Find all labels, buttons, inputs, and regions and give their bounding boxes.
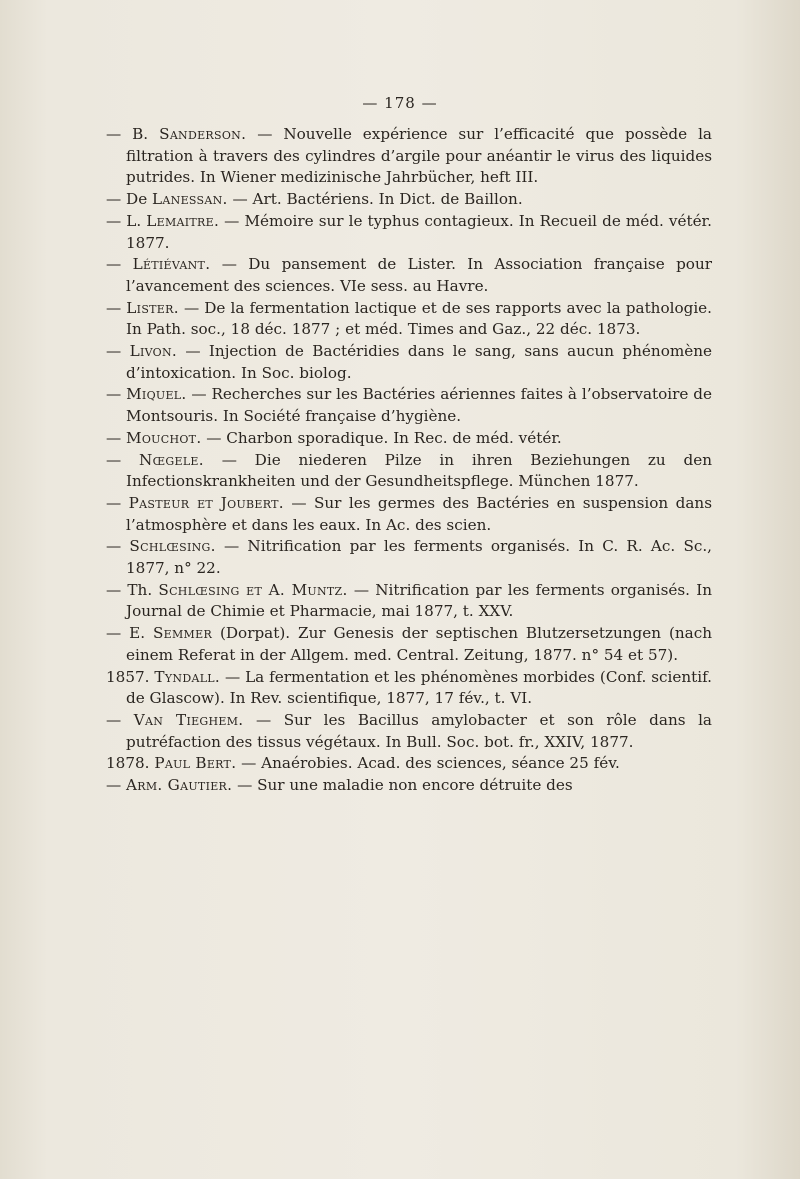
entry-author: Livon. <box>129 342 178 361</box>
entry-text: — De la fermentation lactique et de ses rapports avec la pathologie. In Path. soc., 18 déc. 1877 ; et méd. Times and Gaz., 22 déc. 1873. <box>126 298 713 339</box>
entry-author: Létiévant. <box>132 255 211 274</box>
page-number: — 178 — <box>362 94 438 112</box>
entry-text: — Sur les Bacillus amylobacter et son rôle dans la putréfaction des tissus végétaux. In Bull. Soc. bot. fr., XXIV, 1877. <box>126 710 712 751</box>
bibliography-entry <box>106 384 712 427</box>
entry-text: — Art. Bactériens. In Dict. de Baillon. <box>227 190 523 209</box>
bibliography-entry <box>106 623 712 666</box>
entry-lead: 1857. <box>106 667 155 686</box>
entry-text: — Injection de Bactéridies dans le sang, sans aucun phénomène d’intoxication. In Soc. biolog. <box>126 342 713 382</box>
bibliography-entry <box>106 211 712 254</box>
entry-author: Schlœsing. <box>129 537 216 556</box>
bibliography-entry <box>106 341 712 384</box>
entry-text: — Mémoire sur le typhus contagieux. In Recueil de méd. vétér. 1877. <box>126 211 712 252</box>
bibliography-entry <box>106 450 712 493</box>
entry-author: Pasteur et Joubert. <box>128 493 284 512</box>
bibliography-list <box>106 124 712 797</box>
entry-text: — Nitrification par les ferments organisés. In Journal de Chimie et Pharmacie, mai 1877, t. XXV. <box>126 580 712 621</box>
entry-lead: — <box>106 776 127 795</box>
entry-lead: — <box>106 385 127 404</box>
entry-lead: — <box>106 342 130 361</box>
entry-author: Semmer <box>152 624 213 643</box>
bibliography-entry <box>106 775 712 797</box>
bibliography-entry <box>106 753 712 775</box>
entry-author: Van Tieghem. <box>133 710 244 729</box>
entry-author: Lemaitre. <box>146 211 220 230</box>
entry-lead: — B. <box>106 125 160 143</box>
entry-text: (Dorpat). Zur Genesis der septischen Blutzersetzungen (nach einem Referat in der Allgem. med. Central. Zeitung, 1877. n° 54 et 57). <box>126 624 712 664</box>
entry-text: — Nouvelle expérience sur l’efficacité que possède la filtration à travers des cylindres d’argile pour anéantir le virus des liquides putrides. In Wiener medizinische Jahrbücher, heft III. <box>126 125 712 187</box>
entry-lead: — De <box>106 190 153 209</box>
entry-text: — Sur les germes des Bactéries en suspension dans l’atmosphère et dans les eaux. In Ac. des scien. <box>126 493 712 534</box>
entry-author: Arm. Gautier. <box>126 776 233 795</box>
bibliography-entry <box>106 710 712 753</box>
bibliography-entry <box>106 254 712 297</box>
bibliography-entry <box>106 580 712 623</box>
entry-text: — Die niederen Pilze in ihren Beziehungen zu den Infectionskrankheiten und der Gesundheitspflege. München 1877. <box>126 450 712 491</box>
entry-text: — Nitrification par les ferments organisés. In C. R. Ac. Sc., 1877, n° 22. <box>126 537 713 578</box>
bibliography-entry <box>106 493 712 536</box>
entry-lead: — <box>106 493 129 512</box>
entry-lead: — <box>106 298 127 317</box>
entry-author: Nœgele. <box>139 450 204 469</box>
entry-text: — La fermentation et les phénomènes morbides (Conf. scientif. de Glascow). In Rev. scientifique, 1877, 17 fév., t. VI. <box>126 667 712 708</box>
entry-text: — Du pansement de Lister. In Association française pour l’avancement des sciences. VIe sess. au Havre. <box>126 255 712 295</box>
entry-lead: — L. <box>106 211 147 230</box>
entry-lead: — <box>106 710 134 729</box>
entry-text: — Charbon sporadique. In Rec. de méd. vétér. <box>201 428 562 447</box>
entry-text: — Sur une maladie non encore détruite des <box>232 776 573 795</box>
entry-lead: — Th. <box>106 580 159 599</box>
bibliography-entry <box>106 124 712 189</box>
entry-author: Lister. <box>126 298 179 317</box>
entry-author: Schlœsing et A. Muntz. <box>158 580 348 599</box>
entry-author: Mouchot. <box>126 428 202 447</box>
entry-lead: — <box>106 255 133 274</box>
entry-lead: — <box>106 428 127 447</box>
entry-author: Miquel. <box>126 385 187 404</box>
entry-lead: 1878. <box>106 754 155 773</box>
bibliography-entry <box>106 667 712 710</box>
entry-text: — Recherches sur les Bactéries aériennes faites à l’observatoire de Montsouris. In Société française d’hygiène. <box>126 385 713 426</box>
entry-lead: — <box>106 537 130 556</box>
entry-lead: — E. <box>106 624 153 643</box>
entry-lead: — <box>106 450 139 469</box>
bibliography-entry <box>106 536 712 579</box>
bibliography-entry <box>106 189 712 211</box>
entry-text: — Anaérobies. Acad. des sciences, séance 25 fév. <box>236 754 620 773</box>
entry-author: Tyndall. <box>154 667 221 686</box>
entry-author: Lanessan. <box>152 190 228 209</box>
entry-author: Sanderson. <box>159 125 247 143</box>
entry-author: Paul Bert. <box>154 754 237 773</box>
bibliography-entry <box>106 298 712 341</box>
bibliography-entry <box>106 428 712 450</box>
